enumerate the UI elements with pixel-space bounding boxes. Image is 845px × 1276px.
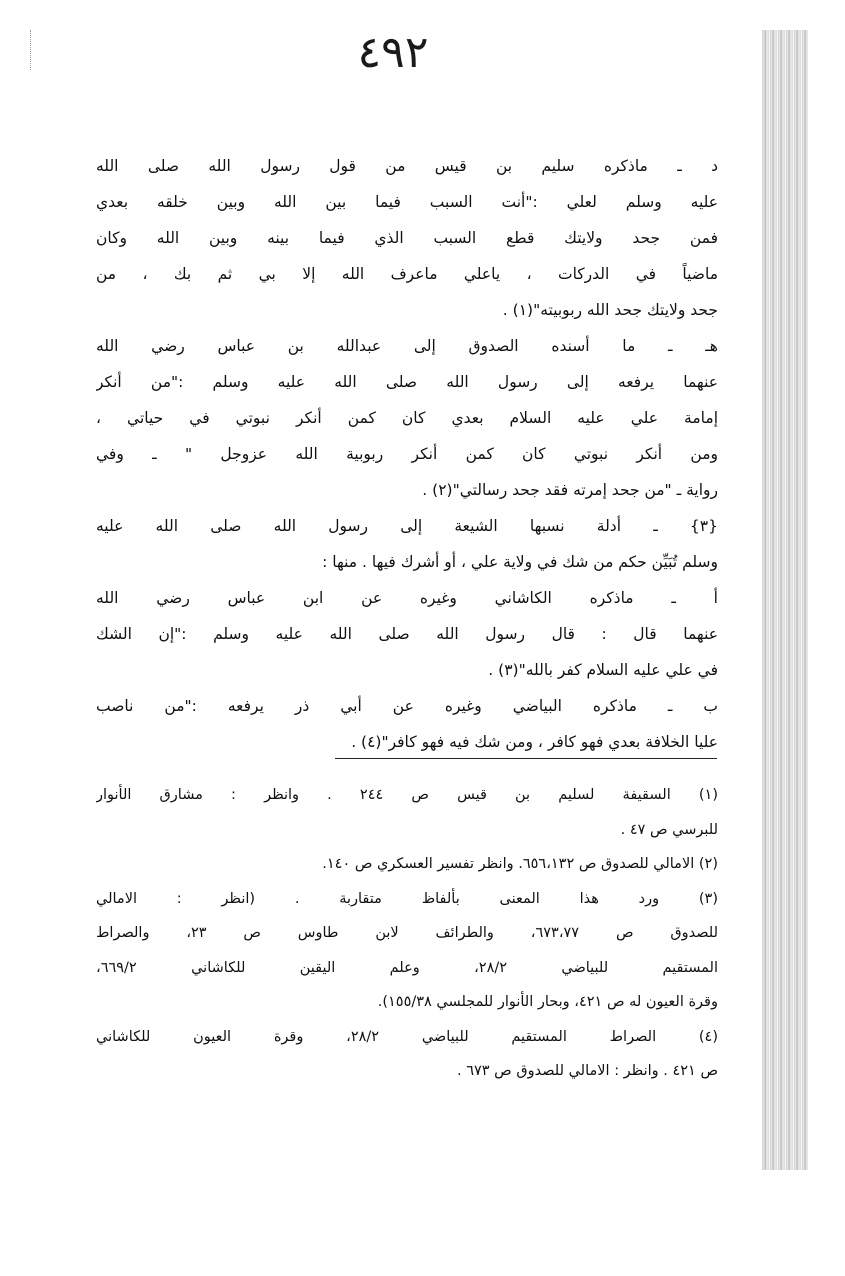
text-line: أ ـ ماذكره الكاشاني وغيره عن ابن عباس رضي الله — [96, 589, 718, 607]
footnote-line: (٤) الصراط المستقيم للبياضي ٢٨/٢، وقرة العيون للكاشاني — [96, 1028, 718, 1045]
footnote-line: للبرسي ص ٤٧ . — [620, 821, 718, 838]
footnote-line: (٣) ورد هذا المعنى بألفاظ متقاربة . (انظر : الامالي — [96, 890, 718, 907]
footnotes — [96, 778, 718, 1089]
text-line: فمن جحد ولايتك قطع السبب الذي فيما بينه وبين الله وكان — [96, 229, 718, 247]
text-line: وسلم تُبَيِّن حكم من شك في ولاية علي ، أو أشرك فيها . منها : — [322, 553, 718, 571]
paragraph-h — [96, 328, 718, 508]
paragraph-b — [96, 688, 718, 760]
footnote-line: وقرة العيون له ص ٤٢١، وبحار الأنوار للمجلسي ١٥٥/٣٨). — [377, 994, 718, 1010]
footnote-3 — [96, 882, 718, 1020]
footnote-line: (١) السقيفة لسليم بن قيس ص ٢٤٤ . وانظر : مشارق الأنوار — [96, 787, 718, 803]
book-binding-edge — [762, 30, 808, 1170]
footnote-separator — [335, 758, 717, 759]
text-line: جحد ولايتك جحد الله ربوبيته"(١) . — [502, 301, 718, 319]
text-line: في علي عليه السلام كفر بالله"(٣) . — [488, 661, 718, 679]
text-line: رواية ـ "من جحد إمرته فقد جحد رسالتي"(٢) . — [422, 481, 718, 499]
footnote-line: (٢) الامالي للصدوق ص ٦٥٦،١٣٢. وانظر تفسير العسكري ص ١٤٠. — [322, 856, 718, 872]
footnote-2 — [96, 847, 718, 882]
page-number: ٤٩٢ — [357, 27, 429, 78]
text-line: عنهما يرفعه إلى رسول الله صلى الله عليه وسلم :"من أنكر — [96, 373, 718, 391]
footnote-1 — [96, 778, 718, 847]
text-line: هـ ـ ما أسنده الصدوق إلى عبدالله بن عباس رضي الله — [96, 337, 718, 355]
text-line: عليا الخلافة بعدي فهو كافر ، ومن شك فيه فهو كافر"(٤) . — [351, 733, 718, 751]
footnote-line: للصدوق ص ٦٧٣،٧٧، والطرائف لابن طاوس ص ٢٣، والصراط — [96, 925, 718, 941]
footnote-line: ص ٤٢١ . وانظر : الامالي للصدوق ص ٦٧٣ . — [456, 1063, 718, 1079]
text-line: ومن أنكر نبوتي كان كمن أنكر ربوبية الله عزوجل " ـ وفي — [96, 445, 718, 463]
text-line: ماضياً في الدركات ، ياعلي ماعرف الله إلا بي ثم بك ، من — [96, 265, 718, 283]
paragraph-d — [96, 148, 718, 328]
paragraph-a — [96, 580, 718, 688]
text-line: إمامة علي عليه السلام بعدي كان كمن أنكر نبوتي في حياتي ، — [96, 409, 718, 427]
scan-margin-marks — [30, 30, 33, 70]
text-line: د ـ ماذكره سليم بن قيس من قول رسول الله صلى الله — [96, 157, 718, 175]
footnote-4 — [96, 1020, 718, 1089]
text-line: عنهما قال : قال رسول الله صلى الله عليه وسلم :"إن الشك — [96, 625, 718, 643]
footnote-line: المستقيم للبياضي ٢٨/٢، وعلم اليقين للكاشاني ٦٦٩/٢، — [96, 959, 718, 976]
text-line: {٣} ـ أدلة نسبها الشيعة إلى رسول الله صلى الله عليه — [96, 517, 718, 535]
main-text — [96, 148, 718, 760]
text-line: ب ـ ماذكره البياضي وغيره عن أبي ذر يرفعه :"من ناصب — [96, 697, 718, 715]
text-line: عليه وسلم لعلي :"أنت السبب فيما بين الله وبين خلقه بعدي — [96, 193, 718, 211]
section-3-heading — [96, 508, 718, 580]
